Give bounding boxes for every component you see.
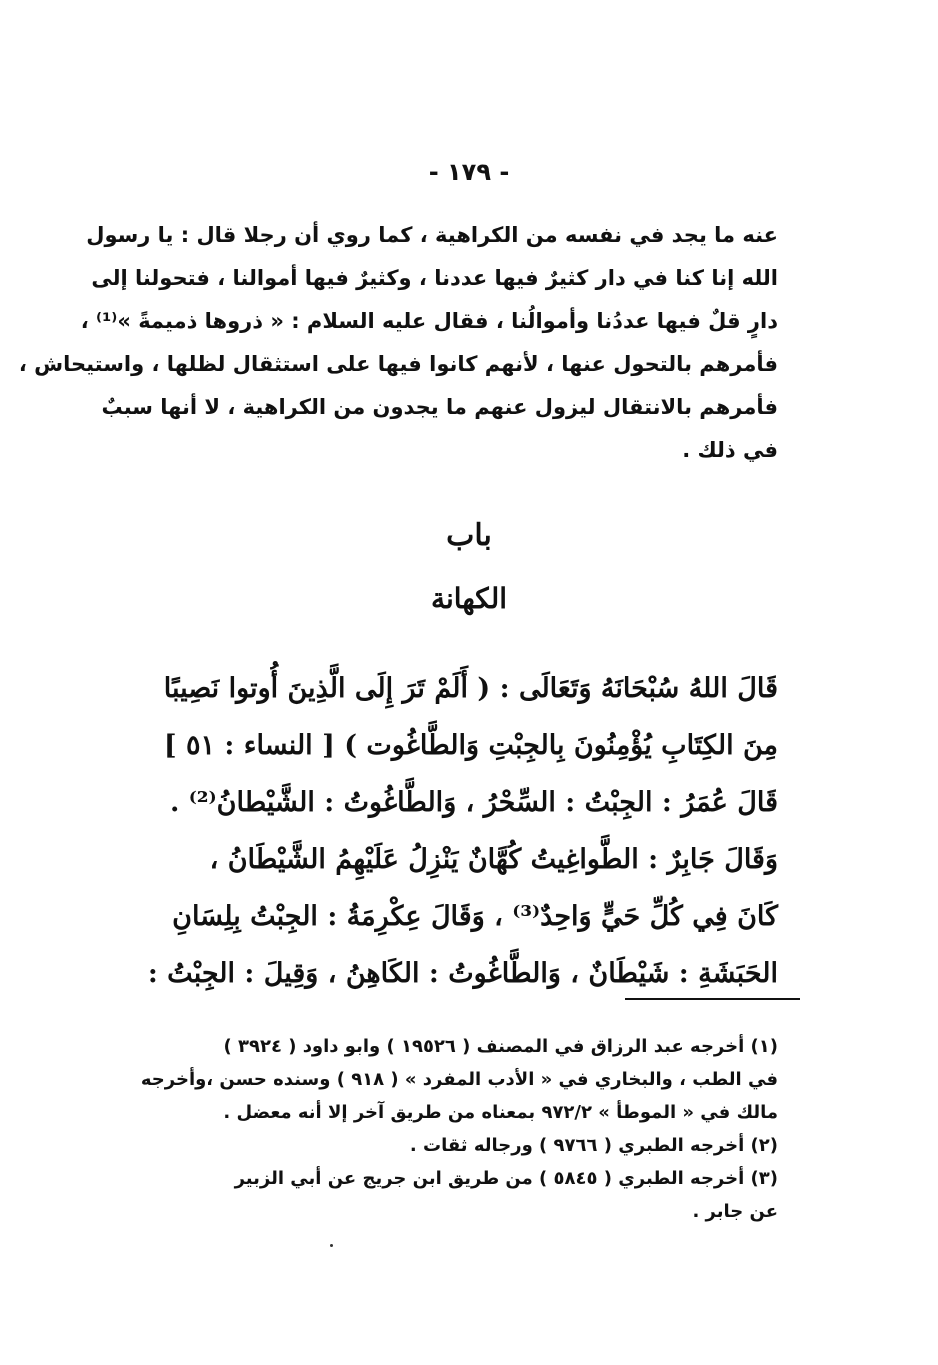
intro-line: في ذلك . <box>682 438 778 462</box>
footnote-line: (٣) أخرجه الطبري ( ٥٨٤٥ ) من طريق ابن جريج عن أبي الزبير <box>234 1168 778 1189</box>
section-label: باب <box>446 518 492 553</box>
main-line: قَالَ اللهُ سُبْحَانَهُ وَتَعَالَى : ( أَلَمْ تَرَ إِلَى الَّذِينَ أُوتوا نَصِيبًا <box>163 673 778 704</box>
footnote-line: في الطب ، والبخاري في « الأدب المفرد » ( ٩١٨ ) وسنده حسن ،وأخرجه <box>140 1069 778 1090</box>
main-line: وَقَالَ جَابِرٌ : الطَّواغِيتُ كُهَّانٌ يَنْزِلُ عَلَيْهِمُ الشَّيْطَانُ ، <box>209 844 778 875</box>
main-line: قَالَ عُمَرُ : الجِبْتُ : السِّحْرُ ، وَالطَّاغُوتُ : الشَّيْطانُ⁽²⁾ . <box>169 787 778 818</box>
footnote-line: (١) أخرجه عبد الرزاق في المصنف ( ١٩٥٢٦ ) وابو داود ( ٣٩٢٤ ) <box>223 1036 778 1057</box>
footnote-line: مالك في « الموطأ » ٩٧٢/٢ بمعناه من طريق آخر إلا أنه معضل . <box>223 1102 778 1123</box>
page-number: - ١٧٩ - <box>428 158 510 186</box>
intro-line: فأمرهم بالانتقال ليزول عنهم ما يجدون من الكراهية ، لا أنها سببٌ <box>101 395 778 419</box>
intro-line: دارٍ قلٌ فيها عددُنا وأموالُنا ، فقال عليه السلام : « ذروها ذميمةً »⁽¹⁾ ، <box>80 309 778 333</box>
footnote-line: (٢) أخرجه الطبري ( ٩٧٦٦ ) ورجاله ثقات . <box>409 1135 778 1156</box>
footnotes <box>140 1030 778 1228</box>
print-speck <box>330 1244 333 1247</box>
intro-line: فأمرهم بالتحول عنها ، لأنهم كانوا فيها على استثقال لظلها ، واستيحاش ، <box>18 352 778 376</box>
intro-paragraph <box>18 214 778 472</box>
intro-line: الله إنا كنا في دار كثيرٌ فيها عددنا ، وكثيرٌ فيها أموالنا ، فتحولنا إلى <box>91 266 778 290</box>
footnote-separator <box>625 998 800 1000</box>
footnote-line: عن جابر . <box>692 1201 778 1222</box>
main-line: كَانَ فِي كُلِّ حَيٍّ وَاحِدٌ⁽³⁾ ، وَقَالَ عِكْرِمَةُ : الجِبْتُ بِلِسَانِ <box>172 901 778 932</box>
main-line: مِنَ الكِتَابِ يُؤْمِنُونَ بِالجِبْتِ وَالطَّاغُوت ) [ النساء : ٥١ ] <box>163 730 778 761</box>
main-paragraph <box>147 660 778 1002</box>
section-title: الكهانة <box>430 582 507 615</box>
intro-line: عنه ما يجد في نفسه من الكراهية ، كما روي أن رجلا قال : يا رسول <box>86 223 778 247</box>
main-line: الحَبَشَةِ : شَيْطَانٌ ، وَالطَّاغُوتُ : الكَاهِنُ ، وَقِيلَ : الجِبْتُ : <box>147 958 778 989</box>
